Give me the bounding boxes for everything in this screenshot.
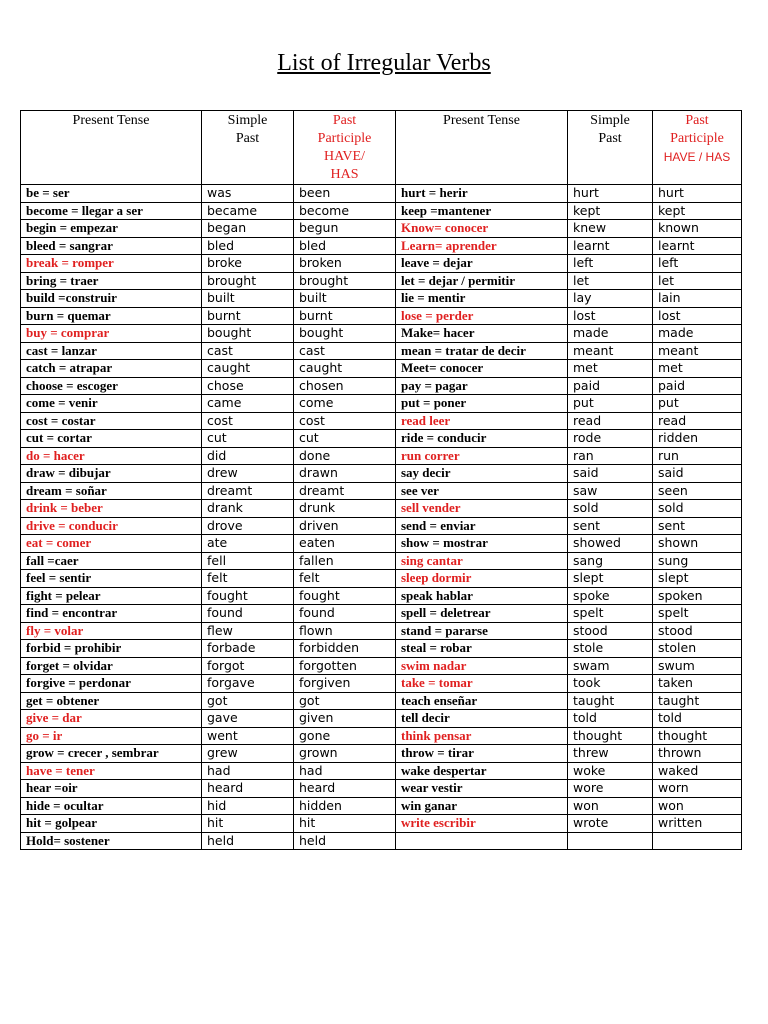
present-tense-right-cell bbox=[396, 832, 568, 850]
past-participle-left-cell: grown bbox=[294, 745, 396, 763]
past-participle-left-cell: broken bbox=[294, 255, 396, 273]
present-tense-right-cell: run correr bbox=[396, 447, 568, 465]
simple-past-right-cell: thought bbox=[568, 727, 653, 745]
simple-past-left-cell: chose bbox=[202, 377, 294, 395]
table-row bbox=[21, 395, 742, 413]
simple-past-right-cell: wore bbox=[568, 780, 653, 798]
past-participle-left-cell: drawn bbox=[294, 465, 396, 483]
past-participle-left-cell: hit bbox=[294, 815, 396, 833]
table-row bbox=[21, 692, 742, 710]
table-row bbox=[21, 360, 742, 378]
past-participle-right-cell: let bbox=[653, 272, 742, 290]
past-participle-left-cell: cut bbox=[294, 430, 396, 448]
header-simple-past-left: Simple Past bbox=[202, 111, 294, 185]
present-tense-right-cell: send = enviar bbox=[396, 517, 568, 535]
simple-past-right-cell: said bbox=[568, 465, 653, 483]
present-tense-left-cell: draw = dibujar bbox=[21, 465, 202, 483]
simple-past-right-cell: taught bbox=[568, 692, 653, 710]
present-tense-right-cell: sell vender bbox=[396, 500, 568, 518]
past-participle-left-cell: been bbox=[294, 185, 396, 203]
simple-past-left-cell: dreamt bbox=[202, 482, 294, 500]
present-tense-right-cell: write escribir bbox=[396, 815, 568, 833]
simple-past-right-cell: stood bbox=[568, 622, 653, 640]
past-participle-left-cell: felt bbox=[294, 570, 396, 588]
present-tense-left-cell: be = ser bbox=[21, 185, 202, 203]
present-tense-left-cell: find = encontrar bbox=[21, 605, 202, 623]
simple-past-left-cell: held bbox=[202, 832, 294, 850]
present-tense-right-cell: lose = perder bbox=[396, 307, 568, 325]
simple-past-right-cell: rode bbox=[568, 430, 653, 448]
present-tense-right-cell: Meet= conocer bbox=[396, 360, 568, 378]
present-tense-right-cell: pay = pagar bbox=[396, 377, 568, 395]
past-participle-left-cell: forgotten bbox=[294, 657, 396, 675]
past-participle-right-cell: learnt bbox=[653, 237, 742, 255]
simple-past-left-cell: felt bbox=[202, 570, 294, 588]
past-participle-right-cell: ridden bbox=[653, 430, 742, 448]
simple-past-right-cell: lost bbox=[568, 307, 653, 325]
present-tense-right-cell: think pensar bbox=[396, 727, 568, 745]
table-row bbox=[21, 535, 742, 553]
present-tense-left-cell: come = venir bbox=[21, 395, 202, 413]
present-tense-left-cell: have = tener bbox=[21, 762, 202, 780]
simple-past-left-cell: drank bbox=[202, 500, 294, 518]
present-tense-left-cell: bleed = sangrar bbox=[21, 237, 202, 255]
present-tense-left-cell: burn = quemar bbox=[21, 307, 202, 325]
present-tense-right-cell: keep =mantener bbox=[396, 202, 568, 220]
table-row bbox=[21, 465, 742, 483]
past-participle-right-cell: met bbox=[653, 360, 742, 378]
present-tense-right-cell: sleep dormir bbox=[396, 570, 568, 588]
table-row bbox=[21, 727, 742, 745]
simple-past-right-cell: let bbox=[568, 272, 653, 290]
simple-past-right-cell: won bbox=[568, 797, 653, 815]
past-participle-right-cell: stood bbox=[653, 622, 742, 640]
past-participle-left-cell: given bbox=[294, 710, 396, 728]
past-participle-right-cell: put bbox=[653, 395, 742, 413]
table-row bbox=[21, 570, 742, 588]
present-tense-right-cell: throw = tirar bbox=[396, 745, 568, 763]
past-participle-right-cell: seen bbox=[653, 482, 742, 500]
past-participle-right-cell: kept bbox=[653, 202, 742, 220]
simple-past-right-cell: wrote bbox=[568, 815, 653, 833]
present-tense-left-cell: dream = soñar bbox=[21, 482, 202, 500]
table-row bbox=[21, 307, 742, 325]
simple-past-left-cell: fell bbox=[202, 552, 294, 570]
present-tense-left-cell: get = obtener bbox=[21, 692, 202, 710]
simple-past-left-cell: had bbox=[202, 762, 294, 780]
simple-past-right-cell: paid bbox=[568, 377, 653, 395]
present-tense-left-cell: forgive = perdonar bbox=[21, 675, 202, 693]
table-row bbox=[21, 815, 742, 833]
table-row bbox=[21, 762, 742, 780]
table-header-row bbox=[21, 111, 742, 185]
present-tense-left-cell: drive = conducir bbox=[21, 517, 202, 535]
table-row bbox=[21, 832, 742, 850]
header-present-tense-left: Present Tense bbox=[21, 111, 202, 185]
past-participle-left-cell: found bbox=[294, 605, 396, 623]
present-tense-right-cell: let = dejar / permitir bbox=[396, 272, 568, 290]
present-tense-right-cell: wake despertar bbox=[396, 762, 568, 780]
present-tense-right-cell: say decir bbox=[396, 465, 568, 483]
simple-past-left-cell: found bbox=[202, 605, 294, 623]
table-row bbox=[21, 255, 742, 273]
past-participle-left-cell: held bbox=[294, 832, 396, 850]
simple-past-left-cell: hid bbox=[202, 797, 294, 815]
simple-past-left-cell: bled bbox=[202, 237, 294, 255]
past-participle-left-cell: become bbox=[294, 202, 396, 220]
past-participle-right-cell: made bbox=[653, 325, 742, 343]
past-participle-right-cell: swum bbox=[653, 657, 742, 675]
simple-past-right-cell: slept bbox=[568, 570, 653, 588]
past-participle-right-cell bbox=[653, 832, 742, 850]
present-tense-right-cell: Know= conocer bbox=[396, 220, 568, 238]
past-participle-left-cell: come bbox=[294, 395, 396, 413]
present-tense-right-cell: steal = robar bbox=[396, 640, 568, 658]
simple-past-right-cell: saw bbox=[568, 482, 653, 500]
present-tense-left-cell: feel = sentir bbox=[21, 570, 202, 588]
present-tense-left-cell: drink = beber bbox=[21, 500, 202, 518]
simple-past-left-cell: hit bbox=[202, 815, 294, 833]
table-row bbox=[21, 780, 742, 798]
past-participle-left-cell: bled bbox=[294, 237, 396, 255]
simple-past-right-cell: spelt bbox=[568, 605, 653, 623]
simple-past-right-cell: meant bbox=[568, 342, 653, 360]
past-participle-right-cell: told bbox=[653, 710, 742, 728]
past-participle-left-cell: begun bbox=[294, 220, 396, 238]
present-tense-left-cell: eat = comer bbox=[21, 535, 202, 553]
table-row bbox=[21, 220, 742, 238]
table-row bbox=[21, 517, 742, 535]
past-participle-right-cell: lost bbox=[653, 307, 742, 325]
present-tense-left-cell: choose = escoger bbox=[21, 377, 202, 395]
past-participle-right-cell: thought bbox=[653, 727, 742, 745]
present-tense-left-cell: fight = pelear bbox=[21, 587, 202, 605]
simple-past-right-cell: ran bbox=[568, 447, 653, 465]
past-participle-left-cell: chosen bbox=[294, 377, 396, 395]
present-tense-right-cell: take = tomar bbox=[396, 675, 568, 693]
past-participle-right-cell: worn bbox=[653, 780, 742, 798]
table-row bbox=[21, 290, 742, 308]
simple-past-left-cell: broke bbox=[202, 255, 294, 273]
present-tense-right-cell: hurt = herir bbox=[396, 185, 568, 203]
simple-past-right-cell: sent bbox=[568, 517, 653, 535]
simple-past-left-cell: cost bbox=[202, 412, 294, 430]
simple-past-left-cell: flew bbox=[202, 622, 294, 640]
present-tense-left-cell: do = hacer bbox=[21, 447, 202, 465]
present-tense-right-cell: tell decir bbox=[396, 710, 568, 728]
present-tense-left-cell: give = dar bbox=[21, 710, 202, 728]
present-tense-right-cell: read leer bbox=[396, 412, 568, 430]
simple-past-left-cell: did bbox=[202, 447, 294, 465]
past-participle-left-cell: drunk bbox=[294, 500, 396, 518]
present-tense-right-cell: ride = conducir bbox=[396, 430, 568, 448]
table-row bbox=[21, 675, 742, 693]
table-row bbox=[21, 430, 742, 448]
simple-past-right-cell: kept bbox=[568, 202, 653, 220]
past-participle-left-cell: cost bbox=[294, 412, 396, 430]
simple-past-left-cell: drew bbox=[202, 465, 294, 483]
past-participle-left-cell: hidden bbox=[294, 797, 396, 815]
present-tense-left-cell: begin = empezar bbox=[21, 220, 202, 238]
simple-past-right-cell: lay bbox=[568, 290, 653, 308]
present-tense-left-cell: cast = lanzar bbox=[21, 342, 202, 360]
past-participle-left-cell: forbidden bbox=[294, 640, 396, 658]
past-participle-left-cell: brought bbox=[294, 272, 396, 290]
table-row bbox=[21, 500, 742, 518]
present-tense-left-cell: grow = crecer , sembrar bbox=[21, 745, 202, 763]
simple-past-right-cell: made bbox=[568, 325, 653, 343]
present-tense-left-cell: break = romper bbox=[21, 255, 202, 273]
simple-past-left-cell: heard bbox=[202, 780, 294, 798]
present-tense-right-cell: sing cantar bbox=[396, 552, 568, 570]
past-participle-left-cell: had bbox=[294, 762, 396, 780]
past-participle-right-cell: thrown bbox=[653, 745, 742, 763]
present-tense-left-cell: hide = ocultar bbox=[21, 797, 202, 815]
past-participle-left-cell: cast bbox=[294, 342, 396, 360]
present-tense-left-cell: fall =caer bbox=[21, 552, 202, 570]
past-participle-right-cell: left bbox=[653, 255, 742, 273]
present-tense-left-cell: hear =oir bbox=[21, 780, 202, 798]
table-row bbox=[21, 342, 742, 360]
simple-past-right-cell: put bbox=[568, 395, 653, 413]
past-participle-left-cell: flown bbox=[294, 622, 396, 640]
table-row bbox=[21, 237, 742, 255]
past-participle-right-cell: sung bbox=[653, 552, 742, 570]
present-tense-right-cell: stand = pararse bbox=[396, 622, 568, 640]
past-participle-right-cell: sent bbox=[653, 517, 742, 535]
past-participle-left-cell: burnt bbox=[294, 307, 396, 325]
simple-past-left-cell: began bbox=[202, 220, 294, 238]
simple-past-right-cell: swam bbox=[568, 657, 653, 675]
simple-past-right-cell: took bbox=[568, 675, 653, 693]
present-tense-right-cell: wear vestir bbox=[396, 780, 568, 798]
present-tense-left-cell: fly = volar bbox=[21, 622, 202, 640]
past-participle-left-cell: dreamt bbox=[294, 482, 396, 500]
table-row bbox=[21, 447, 742, 465]
simple-past-left-cell: grew bbox=[202, 745, 294, 763]
simple-past-left-cell: forgave bbox=[202, 675, 294, 693]
simple-past-right-cell: stole bbox=[568, 640, 653, 658]
past-participle-right-cell: said bbox=[653, 465, 742, 483]
present-tense-left-cell: cost = costar bbox=[21, 412, 202, 430]
page-title: List of Irregular Verbs bbox=[277, 50, 491, 76]
simple-past-left-cell: ate bbox=[202, 535, 294, 553]
past-participle-right-cell: spoken bbox=[653, 587, 742, 605]
past-participle-left-cell: done bbox=[294, 447, 396, 465]
header-past-participle-right: Past Participle HAVE / HAS bbox=[653, 111, 742, 185]
past-participle-left-cell: bought bbox=[294, 325, 396, 343]
simple-past-left-cell: gave bbox=[202, 710, 294, 728]
simple-past-right-cell: spoke bbox=[568, 587, 653, 605]
simple-past-right-cell bbox=[568, 832, 653, 850]
past-participle-left-cell: caught bbox=[294, 360, 396, 378]
simple-past-right-cell: read bbox=[568, 412, 653, 430]
past-participle-right-cell: shown bbox=[653, 535, 742, 553]
past-participle-right-cell: taken bbox=[653, 675, 742, 693]
past-participle-right-cell: known bbox=[653, 220, 742, 238]
past-participle-left-cell: fought bbox=[294, 587, 396, 605]
simple-past-right-cell: threw bbox=[568, 745, 653, 763]
simple-past-left-cell: came bbox=[202, 395, 294, 413]
table-row bbox=[21, 412, 742, 430]
present-tense-left-cell: build =construir bbox=[21, 290, 202, 308]
simple-past-left-cell: became bbox=[202, 202, 294, 220]
simple-past-left-cell: brought bbox=[202, 272, 294, 290]
irregular-verbs-table bbox=[20, 110, 742, 850]
present-tense-left-cell: Hold= sostener bbox=[21, 832, 202, 850]
present-tense-left-cell: catch = atrapar bbox=[21, 360, 202, 378]
present-tense-right-cell: teach enseñar bbox=[396, 692, 568, 710]
past-participle-left-cell: fallen bbox=[294, 552, 396, 570]
present-tense-left-cell: forget = olvidar bbox=[21, 657, 202, 675]
simple-past-left-cell: was bbox=[202, 185, 294, 203]
simple-past-left-cell: bought bbox=[202, 325, 294, 343]
past-participle-right-cell: read bbox=[653, 412, 742, 430]
past-participle-left-cell: heard bbox=[294, 780, 396, 798]
header-past-participle-left: Past Participle HAVE/ HAS bbox=[294, 111, 396, 185]
header-present-tense-right: Present Tense bbox=[396, 111, 568, 185]
present-tense-right-cell: mean = tratar de decir bbox=[396, 342, 568, 360]
present-tense-right-cell: Learn= aprender bbox=[396, 237, 568, 255]
header-simple-past-right: Simple Past bbox=[568, 111, 653, 185]
present-tense-right-cell: swim nadar bbox=[396, 657, 568, 675]
table-row bbox=[21, 710, 742, 728]
table-row bbox=[21, 622, 742, 640]
simple-past-left-cell: fought bbox=[202, 587, 294, 605]
present-tense-right-cell: lie = mentir bbox=[396, 290, 568, 308]
past-participle-right-cell: lain bbox=[653, 290, 742, 308]
present-tense-left-cell: cut = cortar bbox=[21, 430, 202, 448]
simple-past-right-cell: woke bbox=[568, 762, 653, 780]
past-participle-right-cell: waked bbox=[653, 762, 742, 780]
table-row bbox=[21, 325, 742, 343]
simple-past-left-cell: caught bbox=[202, 360, 294, 378]
past-participle-left-cell: forgiven bbox=[294, 675, 396, 693]
table-row bbox=[21, 640, 742, 658]
table-row bbox=[21, 587, 742, 605]
past-participle-right-cell: stolen bbox=[653, 640, 742, 658]
present-tense-right-cell: show = mostrar bbox=[396, 535, 568, 553]
past-participle-right-cell: sold bbox=[653, 500, 742, 518]
present-tense-right-cell: see ver bbox=[396, 482, 568, 500]
table-row bbox=[21, 377, 742, 395]
simple-past-left-cell: built bbox=[202, 290, 294, 308]
present-tense-right-cell: leave = dejar bbox=[396, 255, 568, 273]
past-participle-right-cell: written bbox=[653, 815, 742, 833]
simple-past-right-cell: sang bbox=[568, 552, 653, 570]
table-row bbox=[21, 605, 742, 623]
simple-past-left-cell: forgot bbox=[202, 657, 294, 675]
present-tense-right-cell: speak hablar bbox=[396, 587, 568, 605]
past-participle-right-cell: slept bbox=[653, 570, 742, 588]
present-tense-left-cell: bring = traer bbox=[21, 272, 202, 290]
table-row bbox=[21, 185, 742, 203]
past-participle-left-cell: got bbox=[294, 692, 396, 710]
simple-past-left-cell: got bbox=[202, 692, 294, 710]
table-row bbox=[21, 482, 742, 500]
present-tense-left-cell: buy = comprar bbox=[21, 325, 202, 343]
table-row bbox=[21, 745, 742, 763]
past-participle-right-cell: paid bbox=[653, 377, 742, 395]
past-participle-right-cell: run bbox=[653, 447, 742, 465]
simple-past-right-cell: told bbox=[568, 710, 653, 728]
simple-past-right-cell: learnt bbox=[568, 237, 653, 255]
table-row bbox=[21, 797, 742, 815]
past-participle-right-cell: meant bbox=[653, 342, 742, 360]
simple-past-right-cell: knew bbox=[568, 220, 653, 238]
past-participle-right-cell: hurt bbox=[653, 185, 742, 203]
past-participle-left-cell: driven bbox=[294, 517, 396, 535]
present-tense-left-cell: become = llegar a ser bbox=[21, 202, 202, 220]
table-row bbox=[21, 202, 742, 220]
simple-past-left-cell: forbade bbox=[202, 640, 294, 658]
table-row bbox=[21, 657, 742, 675]
past-participle-right-cell: won bbox=[653, 797, 742, 815]
simple-past-right-cell: left bbox=[568, 255, 653, 273]
simple-past-left-cell: went bbox=[202, 727, 294, 745]
past-participle-left-cell: gone bbox=[294, 727, 396, 745]
simple-past-left-cell: cut bbox=[202, 430, 294, 448]
verb-rows bbox=[21, 185, 742, 850]
table-row bbox=[21, 552, 742, 570]
past-participle-left-cell: built bbox=[294, 290, 396, 308]
simple-past-left-cell: cast bbox=[202, 342, 294, 360]
present-tense-left-cell: go = ir bbox=[21, 727, 202, 745]
present-tense-left-cell: forbid = prohibir bbox=[21, 640, 202, 658]
simple-past-right-cell: showed bbox=[568, 535, 653, 553]
simple-past-left-cell: burnt bbox=[202, 307, 294, 325]
present-tense-right-cell: put = poner bbox=[396, 395, 568, 413]
past-participle-right-cell: spelt bbox=[653, 605, 742, 623]
simple-past-right-cell: sold bbox=[568, 500, 653, 518]
present-tense-right-cell: win ganar bbox=[396, 797, 568, 815]
simple-past-right-cell: hurt bbox=[568, 185, 653, 203]
present-tense-right-cell: Make= hacer bbox=[396, 325, 568, 343]
past-participle-left-cell: eaten bbox=[294, 535, 396, 553]
present-tense-left-cell: hit = golpear bbox=[21, 815, 202, 833]
simple-past-right-cell: met bbox=[568, 360, 653, 378]
past-participle-right-cell: taught bbox=[653, 692, 742, 710]
simple-past-left-cell: drove bbox=[202, 517, 294, 535]
present-tense-right-cell: spell = deletrear bbox=[396, 605, 568, 623]
table-row bbox=[21, 272, 742, 290]
